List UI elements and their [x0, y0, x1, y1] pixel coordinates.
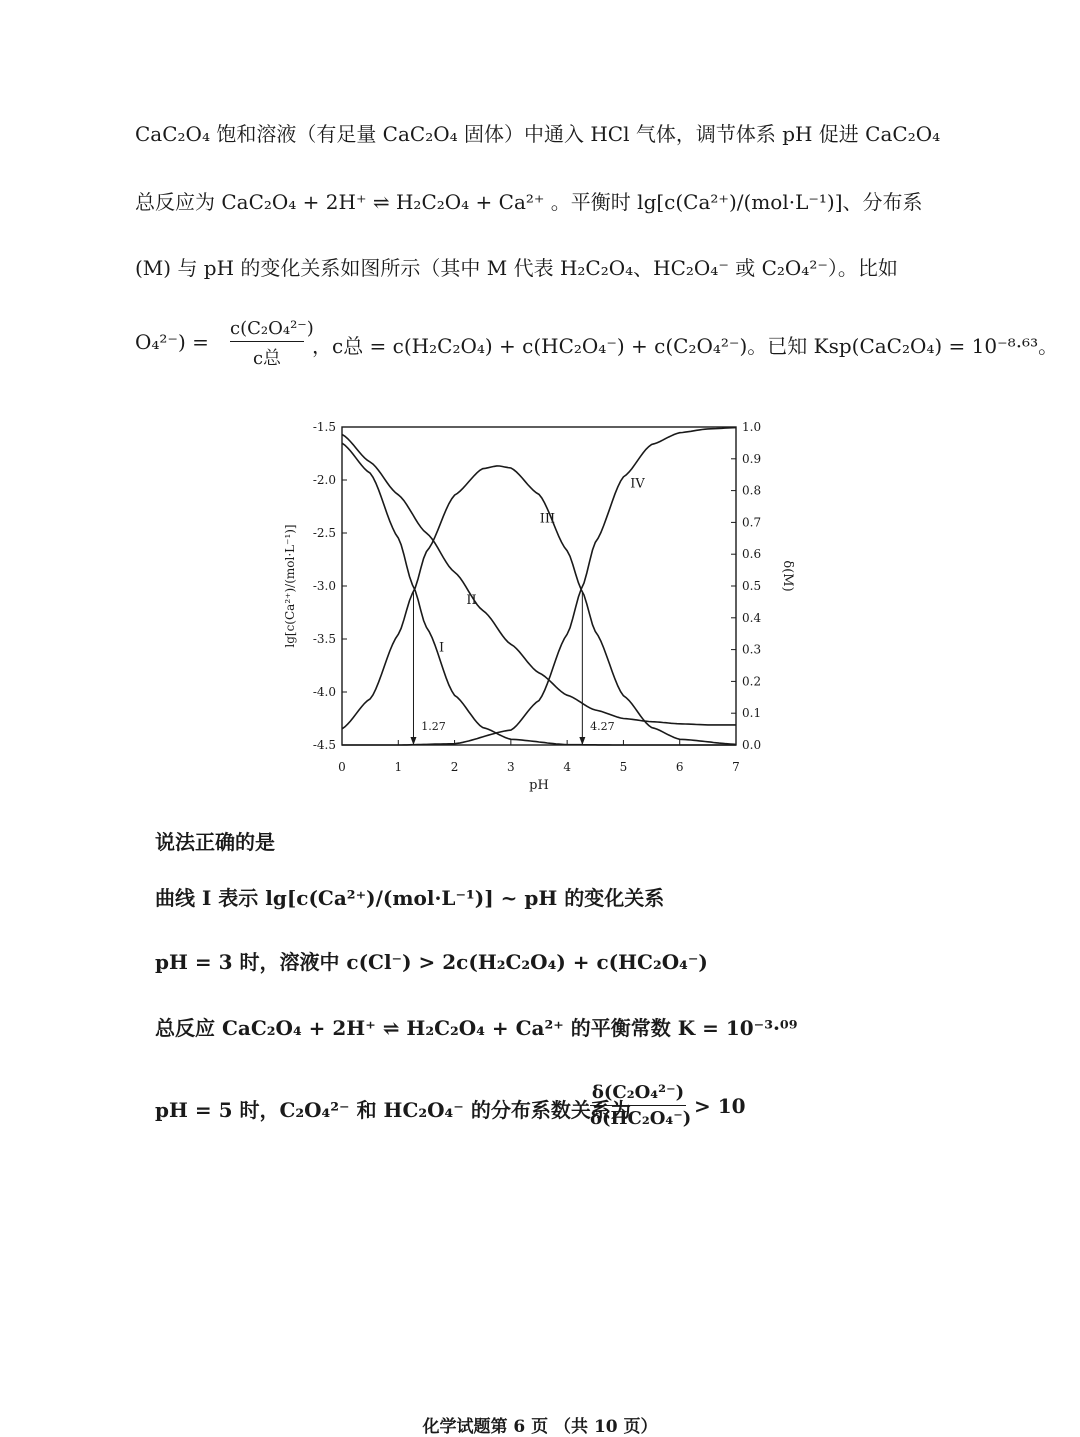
y-left-tick-label: -2.0: [312, 473, 336, 487]
option-d-denominator: δ(HC₂O₄⁻): [590, 1108, 692, 1129]
curve-label-I: I: [439, 640, 445, 656]
x-tick-label: 6: [675, 760, 684, 774]
pka-arrow: [579, 737, 585, 745]
y-right-tick-label: 0.2: [742, 674, 762, 689]
intro-fraction-denominator: c总: [252, 348, 282, 369]
pka-annotation: 4.27: [590, 720, 615, 733]
option-d-numerator: δ(C₂O₄²⁻): [590, 1082, 686, 1106]
series-line-IV: [342, 428, 736, 745]
plot-frame: [342, 427, 736, 745]
curve-label-IV: IV: [630, 476, 645, 492]
y-left-tick-label: -2.5: [312, 526, 336, 540]
y-left-tick-label: -4.5: [312, 738, 336, 752]
x-tick-label: 5: [619, 760, 628, 774]
intro-fraction-numerator: c(C₂O₄²⁻): [230, 318, 304, 342]
y-left-tick-label: -4.0: [312, 685, 336, 699]
curve-label-II: II: [466, 593, 477, 609]
x-tick-label: 3: [507, 760, 515, 774]
option-d-fraction: [590, 1082, 692, 1129]
x-tick-label: 2: [450, 760, 459, 774]
y-right-tick-label: 0.3: [742, 642, 762, 657]
option-a: 曲线 I 表示 lg[c(Ca²⁺)/(mol·L⁻¹)] ~ pH 的变化关系: [155, 886, 665, 910]
y-right-tick-label: 0.6: [742, 547, 762, 562]
y-right-tick-label: 0.1: [742, 706, 762, 721]
y-right-axis-label: δ(M): [780, 560, 795, 592]
y-right-tick-label: 0.9: [742, 451, 762, 466]
option-b: pH = 3 时，溶液中 c(Cl⁻) > 2c(H₂C₂O₄) + c(HC₂O₄⁻): [155, 950, 708, 974]
pka-annotation: 1.27: [421, 720, 446, 733]
y-right-tick-label: 0.0: [742, 738, 762, 752]
page-footer: 化学试题第 6 页 （共 10 页）: [422, 1417, 658, 1437]
y-left-tick-label: -1.5: [312, 420, 336, 434]
series-line-II: [342, 434, 736, 725]
intro-line-4-right: ，c总 = c(H₂C₂O₄) + c(HC₂O₄⁻) + c(C₂O₄²⁻)。已知 Ksp(CaC₂O₄) = 10⁻⁸·⁶³。: [312, 334, 1059, 358]
y-right-tick-label: 1.0: [742, 420, 762, 434]
y-right-tick-label: 0.4: [742, 610, 762, 625]
x-tick-label: 0: [338, 760, 346, 774]
question-stem: 说法正确的是: [155, 830, 275, 854]
x-tick-label: 7: [732, 760, 740, 774]
y-right-tick-label: 0.8: [742, 483, 762, 498]
series-line-III: [342, 466, 736, 745]
y-left-tick-label: -3.5: [312, 632, 336, 646]
x-tick-label: 4: [563, 760, 571, 774]
y-left-tick-label: -3.0: [312, 579, 336, 593]
x-tick-label: 1: [394, 760, 403, 774]
option-c: 总反应 CaC₂O₄ + 2H⁺ ⇌ H₂C₂O₄ + Ca²⁺ 的平衡常数 K = 10⁻³·⁰⁹: [155, 1016, 798, 1040]
y-right-tick-label: 0.5: [742, 579, 762, 593]
intro-fraction: [230, 318, 314, 370]
option-d-right: > 10: [694, 1094, 746, 1118]
y-right-tick-label: 0.7: [742, 515, 762, 530]
y-left-axis-label: lg[c(Ca²⁺)/(mol·L⁻¹)]: [283, 524, 297, 648]
intro-line-1: CaC₂O₄ 饱和溶液（有足量 CaC₂O₄ 固体）中通入 HCl 气体，调节体系 pH 促进 CaC₂O₄: [135, 122, 941, 146]
distribution-chart: [0, 410, 1080, 810]
intro-line-3: (M) 与 pH 的变化关系如图所示（其中 M 代表 H₂C₂O₄、HC₂O₄⁻ 或 C₂O₄²⁻）。比如: [135, 256, 898, 280]
option-d-left: pH = 5 时，C₂O₄²⁻ 和 HC₂O₄⁻ 的分布系数关系为: [155, 1098, 631, 1122]
curve-label-III: III: [539, 511, 556, 527]
x-axis-label: pH: [529, 778, 549, 793]
intro-line-2: 总反应为 CaC₂O₄ + 2H⁺ ⇌ H₂C₂O₄ + Ca²⁺ 。平衡时 lg[c(Ca²⁺)/(mol·L⁻¹)]、分布系: [135, 190, 923, 214]
intro-line-4-left: O₄²⁻) =: [135, 330, 209, 354]
pka-arrow: [410, 737, 416, 745]
